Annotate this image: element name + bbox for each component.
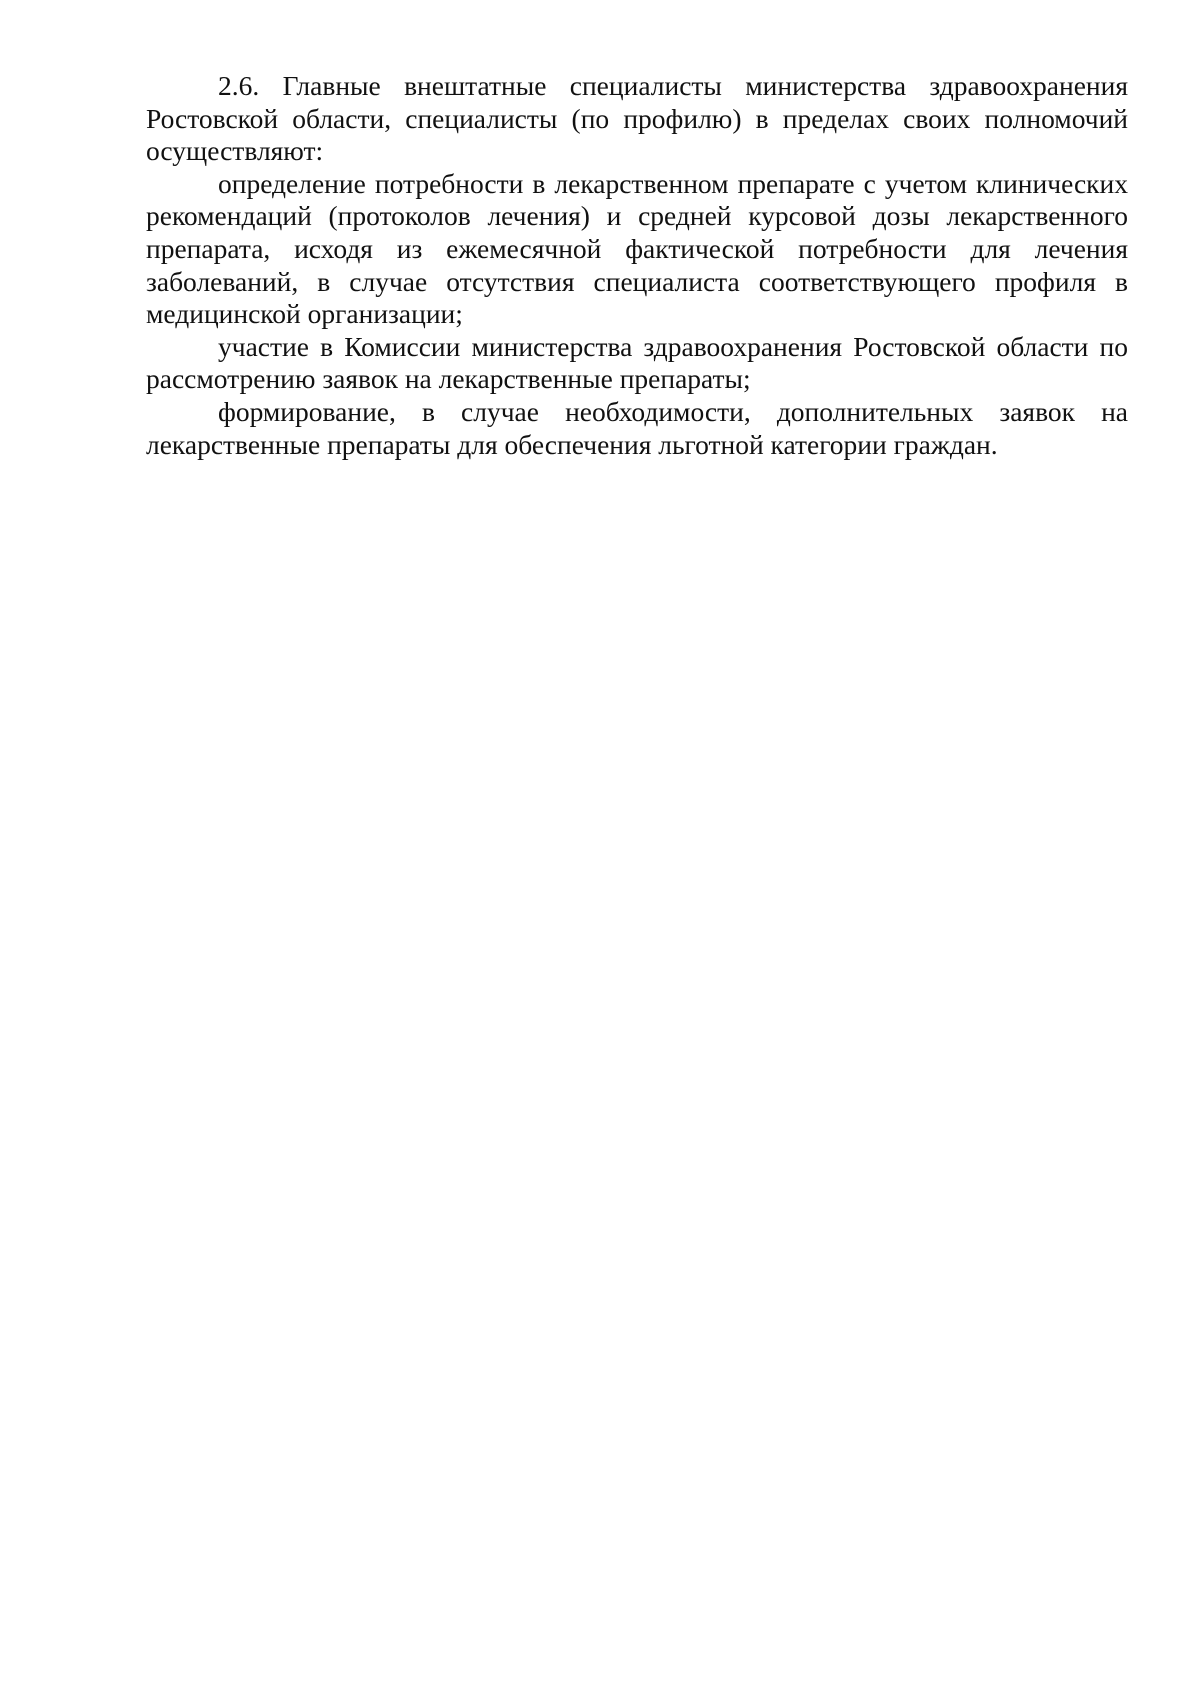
- paragraph-section-2-6: 2.6. Главные внештатные специалисты министерства здравоохранения Ростовской области, специалисты (по профилю) в пределах своих полномочий осуществляют:: [146, 70, 1128, 167]
- paragraph-need-determination: определение потребности в лекарственном препарате с учетом клинических рекомендаций (протоколов лечения) и средней курсовой дозы лекарственного препарата, исходя из ежемесячной фактической потребности для лечения заболеваний, в случае отсутствия специалиста соответствующего профиля в медицинской организации;: [146, 167, 1128, 330]
- document-body: [146, 70, 1128, 461]
- paragraph-additional-requests: формирование, в случае необходимости, дополнительных заявок на лекарственные препараты для обеспечения льготной категории граждан.: [146, 395, 1128, 460]
- paragraph-commission-participation: участие в Комиссии министерства здравоохранения Ростовской области по рассмотрению заявок на лекарственные препараты;: [146, 330, 1128, 395]
